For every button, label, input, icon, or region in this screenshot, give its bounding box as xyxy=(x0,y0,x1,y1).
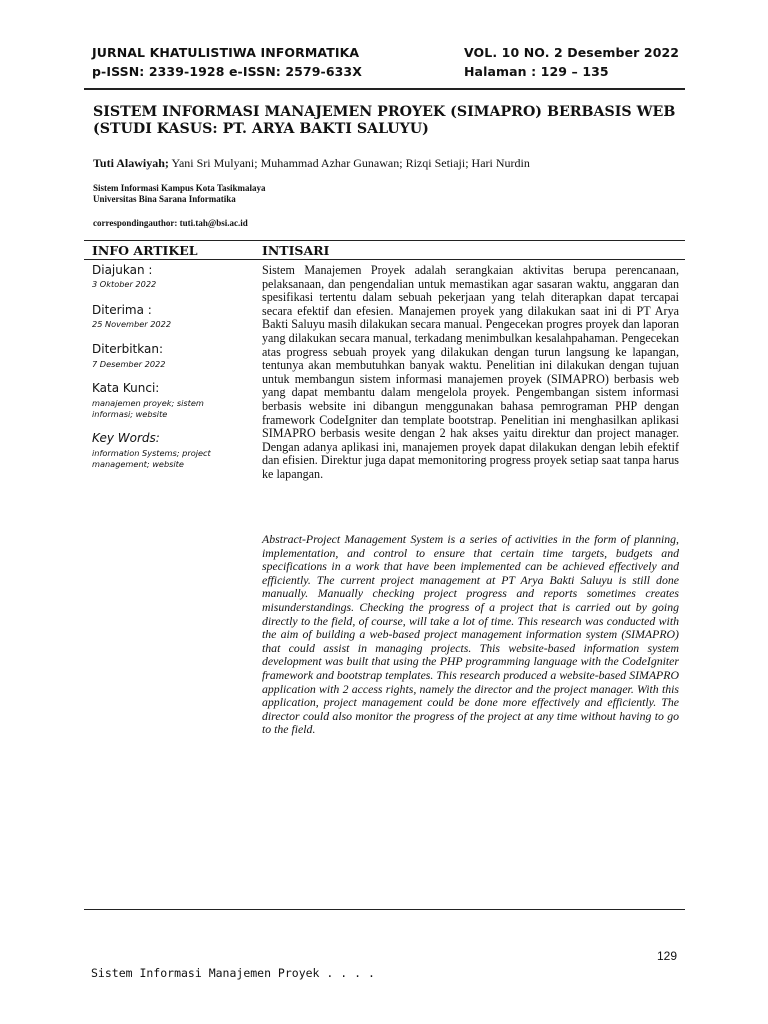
diterbitkan-date: 7 Desember 2022 xyxy=(92,359,166,369)
diajukan-label: Diajukan : xyxy=(92,263,153,277)
key-words-label: Key Words: xyxy=(92,431,160,445)
header-divider xyxy=(84,88,685,90)
table-header-rule xyxy=(84,259,685,260)
affiliation-2: Universitas Bina Sarana Informatika xyxy=(93,194,236,204)
pages-line: Halaman : 129 – 135 xyxy=(464,64,609,79)
kata-kunci-label: Kata Kunci: xyxy=(92,381,160,395)
co-authors: Yani Sri Mulyani; Muhammad Azhar Gunawan; Rizqi Setiaji; Hari Nurdin xyxy=(168,156,530,170)
kata-kunci-value: manajemen proyek; sistem informasi; website xyxy=(92,398,204,419)
lead-author: Tuti Alawiyah; xyxy=(93,156,169,170)
key-words-value: information Systems; project management; website xyxy=(92,448,211,469)
journal-name: JURNAL KHATULISTIWA INFORMATIKA xyxy=(92,45,360,60)
affiliation-1: Sistem Informasi Kampus Kota Tasikmalaya xyxy=(93,183,266,193)
page-number: 129 xyxy=(657,949,678,963)
intisari-text: Sistem Manajemen Proyek adalah serangkaian aktivitas berupa perencanaan, pelaksanaan, dan pengendalian untuk memastikan agar sasaran waktu, anggaran dan spesifikasi tertentu dalam sebuah pekerjaan yang telah diterapkan dapat tercapai secara efektif dan efesien. Manajemen proyek yang dilakukan saat ini di PT Arya Bakti Saluyu masih dilakukan secara manual. Pengecekan progres proyek dan laporan yang dilakukan secara manual, terkadang menimbulkan kesalahpahaman. Pengecekan atas progress sebuah proyek yang dilakukan dengan turun langsung ke lapangan, tentunya akan membutuhkan banyak waktu. Penelitian ini dilakukan dengan tujuan untuk membangun sistem informasi manajemen proyek (SIMAPRO) berbasis web yang dapat membantu dalam mengelola proyek. Pengembangan sistem informasi berbasis website ini dibangun menggunakan bahasa pemrograman PHP dengan framework CodeIgniter dan template bootstrap. Penelitian ini menghasilkan aplikasi SIMAPRO berbasis wesite dengan 2 hak akses yaitu direktur dan project manager. Dengan adanya aplikasi ini, manajemen proyek dapat dilakukan dengan lebih efektif dan efisien. Direktur juga dapat memonitoring progress proyek setiap saat tanpa harus ke lapangan. xyxy=(262,263,679,481)
paper-title xyxy=(93,104,675,138)
bottom-rule xyxy=(84,909,685,910)
authors xyxy=(93,156,530,171)
diterima-date: 25 November 2022 xyxy=(92,319,172,329)
abstract-text: Abstract-Project Management System is a series of activities in the form of planning, implementation, and control to ensure that certain time targets, budgets and specifications in a work that have been implemented can be achieved effectively and efficiently. The current project management at PT Arya Bakti Saluyu is still done manually. Manually checking project progress and reports sometimes creates misunderstandings. Checking the progress of a project that is carried out by going directly to the field, of course, will take a lot of time. This research was conducted with the aim of building a web-based project management information system (SIMAPRO) that could assist in managing projects. This website-based information system development was built that using the PHP programming language with the CodeIgniter framework and bootstrap templates. This research produced a website-based SIMAPRO application with 2 access rights, namely the director and the project manager. With this application, project management could be done more effectively and efficiently. The director could also monitor the progress of the project at any time without having to go to the field. xyxy=(262,532,679,737)
corresponding-author: correspondingauthor: tuti.tah@bsi.ac.id xyxy=(93,218,248,228)
issn-line: p-ISSN: 2339-1928 e-ISSN: 2579-633X xyxy=(92,64,362,79)
volume-line: VOL. 10 NO. 2 Desember 2022 xyxy=(464,45,680,60)
table-top-rule xyxy=(84,240,685,241)
title-line-2: (STUDI KASUS: PT. ARYA BAKTI SALUYU) xyxy=(93,121,429,137)
running-footer: Sistem Informasi Manajemen Proyek . . . . xyxy=(91,966,375,980)
intisari-heading: INTISARI xyxy=(262,243,330,258)
diterbitkan-label: Diterbitkan: xyxy=(92,342,163,356)
diterima-label: Diterima : xyxy=(92,303,152,317)
info-artikel-heading: INFO ARTIKEL xyxy=(92,243,198,258)
diajukan-date: 3 Oktober 2022 xyxy=(92,279,157,289)
title-line-1: SISTEM INFORMASI MANAJEMEN PROYEK (SIMAPRO) BERBASIS WEB xyxy=(93,104,676,120)
